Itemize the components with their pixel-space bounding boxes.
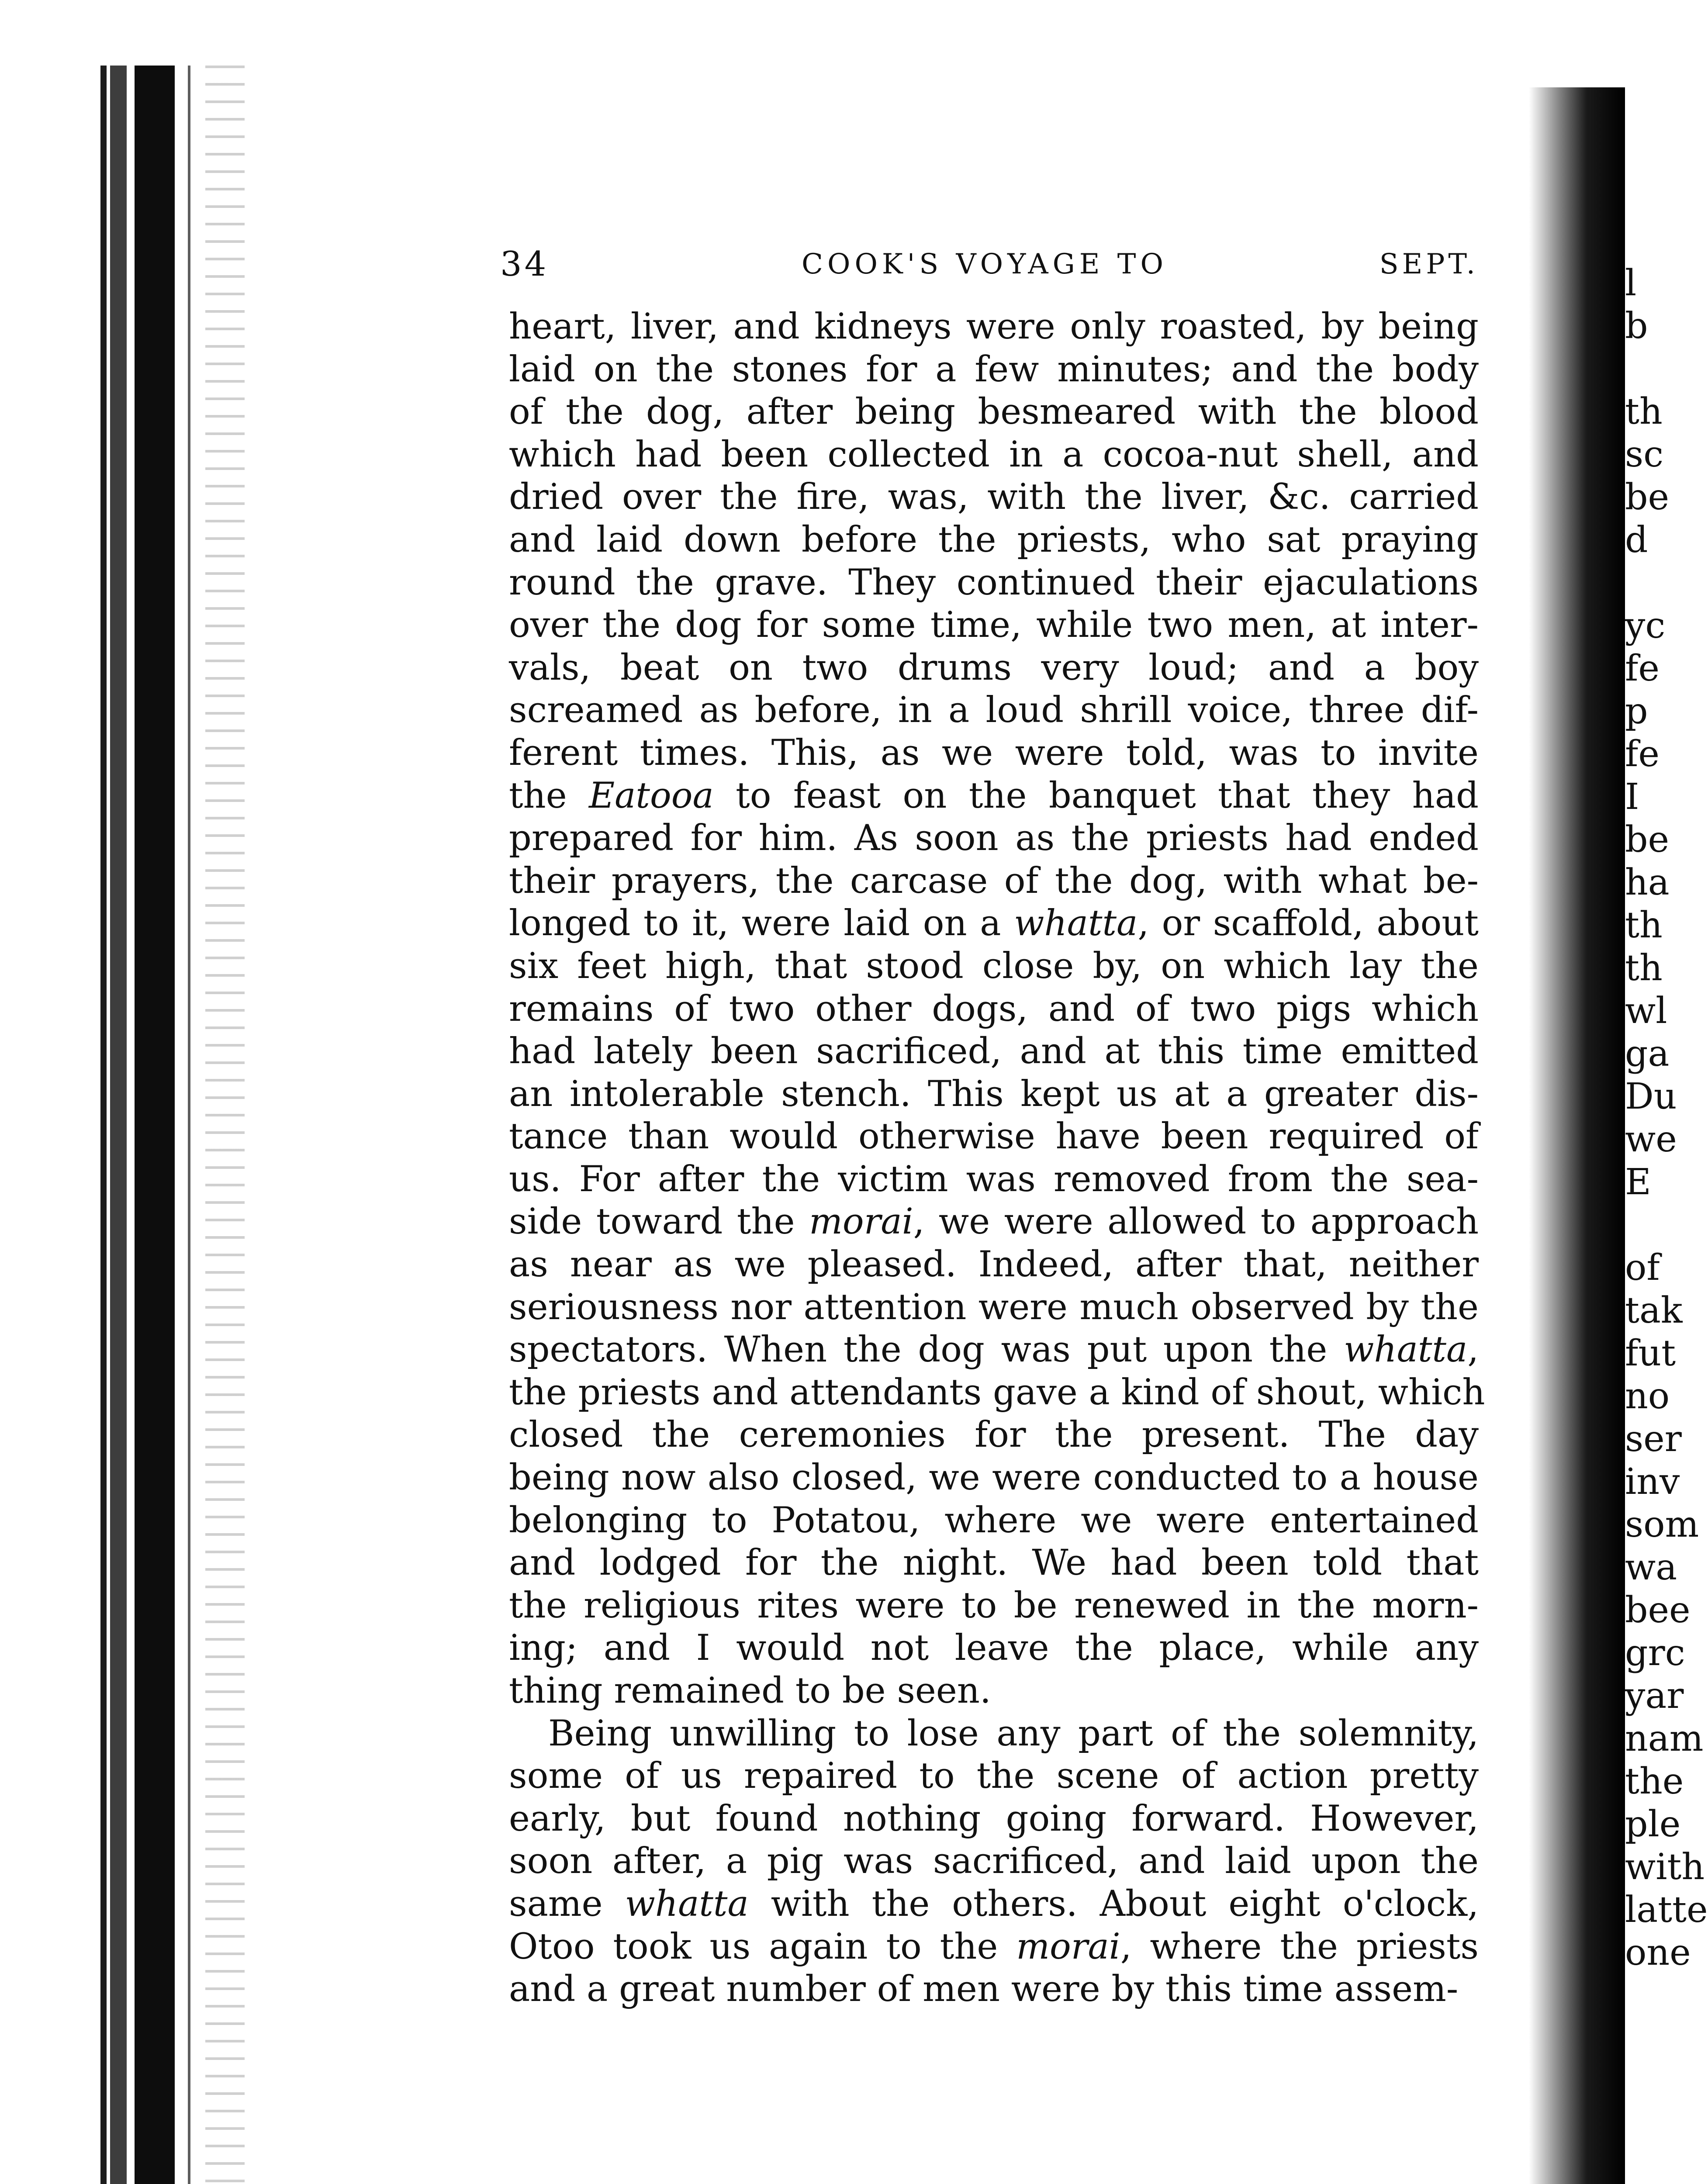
- text-segment: tance than would otherwise have been required of: [509, 1116, 1479, 1158]
- text-segment: spectators. When the dog was put upon the: [509, 1329, 1344, 1371]
- text-segment: prepared for him. As soon as the priests had ended: [509, 818, 1479, 859]
- text-segment: their prayers, the carcase of the dog, with what be-: [509, 860, 1479, 902]
- facing-page-fragment: fe: [1625, 648, 1660, 689]
- facing-page-fragment: the: [1625, 1761, 1684, 1802]
- facing-page-fragment: ser: [1625, 1418, 1682, 1460]
- running-head: [500, 245, 1479, 293]
- text-line: [509, 562, 1479, 605]
- text-segment: with the others. About eight o'clock,: [748, 1883, 1479, 1925]
- facing-page-fragment: [1625, 348, 1686, 390]
- italic-term: whatta: [1344, 1329, 1468, 1371]
- text-line: [509, 519, 1479, 562]
- facing-page-fragment: th: [1625, 391, 1663, 432]
- text-segment: Otoo took us again to the: [509, 1926, 1017, 1967]
- facing-page-fragment: wa: [1625, 1547, 1677, 1588]
- text-segment: six feet high, that stood close by, on which lay the: [509, 945, 1479, 987]
- text-segment: the religious rites were to be renewed in the morn-: [509, 1585, 1479, 1626]
- facing-page-fragment: with: [1625, 1846, 1705, 1888]
- text-line: [509, 391, 1479, 434]
- text-segment: which had been collected in a cocoa-nut shell, and: [509, 434, 1479, 475]
- text-segment: and lodged for the night. We had been told that: [509, 1542, 1479, 1584]
- italic-term: whatta: [625, 1883, 749, 1925]
- facing-page-fragment: be: [1625, 477, 1670, 518]
- running-month: SEPT.: [1379, 248, 1479, 280]
- text-segment: us. For after the victim was removed from the sea-: [509, 1158, 1479, 1200]
- text-segment: round the grave. They continued their ejaculations: [509, 562, 1479, 603]
- text-line: [509, 902, 1479, 945]
- text-segment: dried over the fire, was, with the liver, &c. carried: [509, 477, 1479, 518]
- text-segment: screamed as before, in a loud shrill voice, three dif-: [509, 690, 1479, 731]
- text-segment: soon after, a pig was sacrificed, and laid upon the: [509, 1841, 1479, 1882]
- text-line: [509, 860, 1479, 903]
- text-segment: side toward the: [509, 1201, 809, 1243]
- binding-noise: [205, 66, 245, 2184]
- text-line: [509, 1286, 1479, 1329]
- text-line: [509, 1840, 1479, 1883]
- text-line: [509, 689, 1479, 732]
- facing-page-fragment: no: [1625, 1375, 1670, 1417]
- text-line: [509, 1926, 1479, 1969]
- text-segment: laid on the stones for a few minutes; and the body: [509, 349, 1479, 390]
- facing-page-fragment: d: [1625, 519, 1648, 561]
- facing-page-fragment: yar: [1625, 1675, 1684, 1717]
- page-edge-shadow-right: [1529, 87, 1625, 2184]
- italic-term: morai: [809, 1201, 913, 1243]
- text-segment: an intolerable stench. This kept us at a greater dis-: [509, 1073, 1479, 1115]
- facing-page-fragment: ha: [1625, 862, 1670, 903]
- facing-page-fragment: wl: [1625, 990, 1667, 1032]
- text-segment: ferent times. This, as we were told, was to invite: [509, 732, 1479, 774]
- facing-page-fragment: we: [1625, 1119, 1677, 1160]
- text-line: [509, 1244, 1479, 1286]
- text-line: [509, 1201, 1479, 1244]
- text-segment: seriousness nor attention were much observed by the: [509, 1286, 1479, 1328]
- text-line: [509, 1627, 1479, 1670]
- text-segment: to feast on the banquet that they had: [713, 775, 1479, 816]
- facing-page-fragment: ga: [1625, 1033, 1670, 1075]
- text-line: [509, 1414, 1479, 1457]
- text-line: [509, 1158, 1479, 1201]
- text-segment: vals, beat on two drums very loud; and a boy: [509, 647, 1479, 688]
- facing-page-fragment: one: [1625, 1932, 1691, 1973]
- facing-page-fragment: fut: [1625, 1333, 1676, 1374]
- facing-page-fragment: th: [1625, 947, 1663, 989]
- text-line: [509, 1030, 1479, 1073]
- facing-page-fragment: yc: [1625, 605, 1666, 646]
- text-segment: and a great number of men were by this time assem-: [509, 1969, 1459, 2010]
- text-line: [509, 732, 1479, 775]
- facing-page-fragment: b: [1625, 305, 1648, 347]
- text-line: [509, 1500, 1479, 1542]
- text-line: [509, 817, 1479, 860]
- text-line: [509, 1713, 1479, 1755]
- facing-page-fragment: bee: [1625, 1590, 1691, 1631]
- text-segment: early, but found nothing going forward. However,: [509, 1798, 1479, 1839]
- facing-page-fragment: Du: [1625, 1076, 1677, 1117]
- body-text: [509, 306, 1485, 2011]
- text-line: [509, 1329, 1479, 1372]
- text-line: [509, 1116, 1479, 1158]
- text-line: [509, 775, 1479, 818]
- text-segment: some of us repaired to the scene of action pretty: [509, 1755, 1479, 1797]
- facing-page-fragments: [1625, 262, 1708, 1973]
- text-segment: , we were allowed to approach: [913, 1201, 1479, 1243]
- text-segment: thing remained to be seen.: [509, 1670, 991, 1711]
- italic-term: morai: [1016, 1926, 1120, 1967]
- facing-page-fragment: th: [1625, 905, 1663, 946]
- text-line: [509, 988, 1479, 1031]
- text-line: [509, 1798, 1479, 1841]
- text-segment: the priests and attendants gave a kind of shout, which: [509, 1372, 1485, 1413]
- text-line: [509, 1457, 1479, 1500]
- facing-page-fragment: of: [1625, 1247, 1660, 1289]
- facing-page-fragment: latte: [1625, 1889, 1708, 1931]
- text-line: [509, 1585, 1479, 1628]
- text-line: [509, 647, 1479, 690]
- facing-page-fragment: be: [1625, 819, 1670, 860]
- text-line: [509, 1968, 1479, 2011]
- italic-term: whatta: [1014, 903, 1138, 944]
- text-segment: closed the ceremonies for the present. The day: [509, 1414, 1479, 1456]
- running-title: COOK'S VOYAGE TO: [802, 248, 1168, 280]
- text-segment: longed to it, were laid on a: [509, 903, 1014, 944]
- text-segment: Being unwilling to lose any part of the solemnity,: [548, 1713, 1479, 1754]
- text-line: [509, 1670, 1479, 1713]
- page-number: 34: [500, 245, 549, 284]
- text-line: [509, 1542, 1479, 1585]
- text-segment: of the dog, after being besmeared with the blood: [509, 391, 1479, 433]
- facing-page-fragment: tak: [1625, 1290, 1683, 1331]
- facing-page-fragment: sc: [1625, 434, 1664, 475]
- facing-page-fragment: fe: [1625, 733, 1660, 775]
- text-segment: same: [509, 1883, 625, 1925]
- facing-page-fragment: l: [1625, 263, 1637, 304]
- text-line: [509, 1372, 1485, 1414]
- text-segment: as near as we pleased. Indeed, after that, neither: [509, 1244, 1479, 1286]
- text-segment: had lately been sacrificed, and at this time emitted: [509, 1031, 1479, 1072]
- text-line: [509, 306, 1479, 349]
- text-line: [509, 604, 1479, 647]
- text-line: [509, 1883, 1479, 1926]
- text-segment: heart, liver, and kidneys were only roasted, by being: [509, 306, 1479, 347]
- facing-page-fragment: grc: [1625, 1632, 1685, 1674]
- facing-page-fragment: som: [1625, 1504, 1699, 1545]
- italic-term: Eatooa: [589, 775, 714, 816]
- text-line: [509, 434, 1479, 477]
- facing-page-fragment: p: [1625, 691, 1648, 732]
- facing-page-fragment: inv: [1625, 1461, 1680, 1503]
- facing-page-fragment: nam: [1625, 1718, 1704, 1759]
- facing-page-fragment: E: [1625, 1161, 1651, 1203]
- facing-page-fragment: ple: [1625, 1804, 1681, 1845]
- text-segment: ing; and I would not leave the place, while any: [509, 1628, 1479, 1669]
- text-segment: the: [509, 775, 589, 816]
- text-line: [509, 476, 1479, 519]
- text-line: [509, 945, 1479, 988]
- text-line: [509, 349, 1479, 391]
- text-segment: being now also closed, we were conducted to a house: [509, 1457, 1479, 1499]
- text-segment: ,: [1467, 1329, 1479, 1371]
- text-segment: belonging to Potatou, where we were entertained: [509, 1500, 1479, 1541]
- facing-page-fragment: [1625, 562, 1686, 605]
- facing-page-fragment: I: [1625, 776, 1639, 818]
- text-segment: remains of two other dogs, and of two pigs which: [509, 988, 1479, 1030]
- text-line: [509, 1755, 1479, 1798]
- facing-page-fragment: [1625, 1204, 1686, 1247]
- text-line: [509, 1073, 1479, 1116]
- text-segment: over the dog for some time, while two men, at inter-: [509, 605, 1479, 646]
- text-segment: , or scaffold, about: [1138, 903, 1479, 944]
- text-segment: and laid down before the priests, who sat praying: [509, 519, 1479, 560]
- text-segment: , where the priests: [1120, 1926, 1479, 1967]
